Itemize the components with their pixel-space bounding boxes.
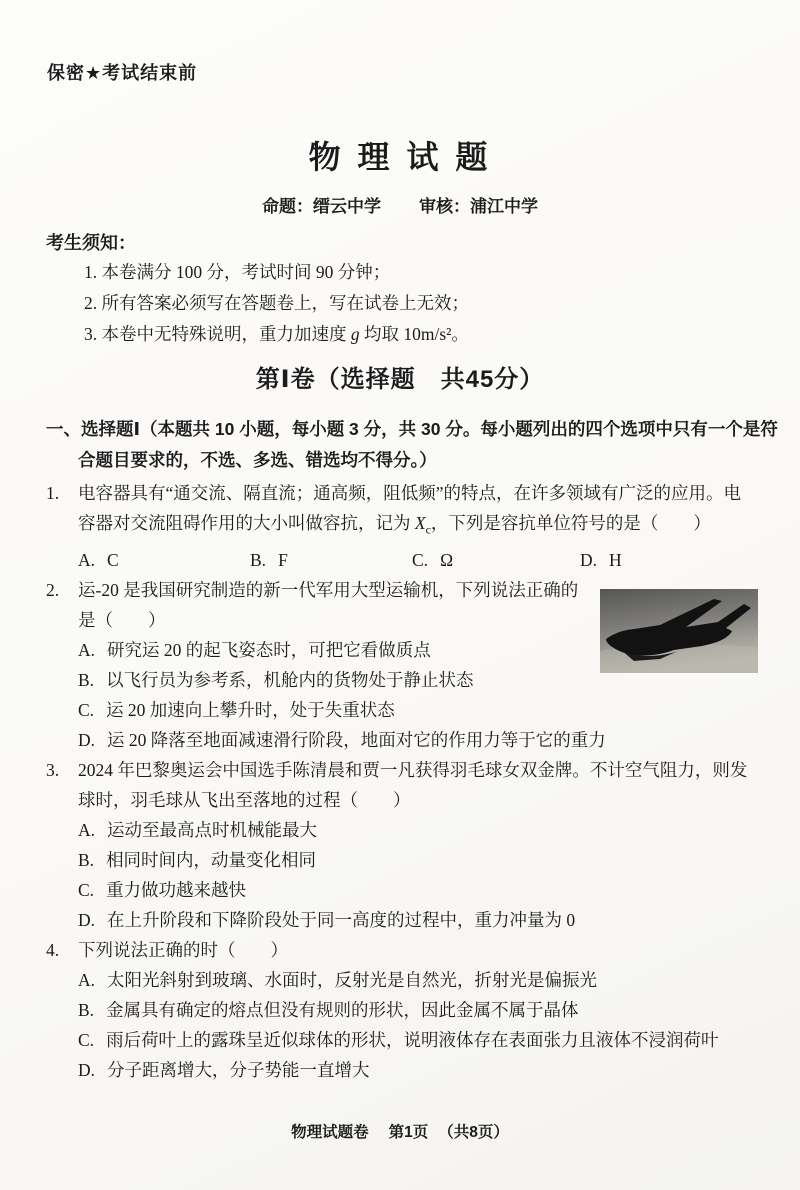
option-d: D. H [580,549,622,570]
question-1-stem: 1. 电容器具有“通交流、隔直流；通高频，阻低频”的特点，在许多领域有广泛的应用。电容器对交流阻碍作用的大小叫做容抗，记为 $X_c$，下列是容抗单位符号的是（ ） [46,478,758,545]
y20-aircraft-image [600,589,758,673]
question-list [46,478,758,1085]
footer-page-number: 第1页 [388,1124,429,1141]
option-b: B. F [250,549,288,570]
option-a: A. 太阳光斜射到玻璃、水面时，反射光是自然光，折射光是偏振光 [78,969,598,990]
option-a: A. 运动至最高点时机械能最大 [78,819,318,840]
option-c: C. Ω [412,549,454,570]
notice-heading: 考生须知： [46,233,136,253]
footer-doc-name: 物理试题卷 [291,1124,369,1141]
byline [0,192,800,217]
option-b: B. 以飞行员为参考系，机舱内的货物处于静止状态 [78,669,474,690]
option-c: C. 运 20 加速向上攀升时，处于失重状态 [78,699,395,720]
footer-page-total: （共8页） [438,1124,509,1141]
option-c: C. 重力做功越来越快 [78,879,247,900]
notice-item-3: 3. 本卷中无特殊说明，重力加速度 g 均取 10m/s²。 [84,324,469,344]
notice-item-2: 2. 所有答案必须写在答题卷上，写在试卷上无效； [84,293,469,313]
question-3 [46,755,758,935]
question-number: 3. [46,759,60,780]
option-d: D. 分子距离增大，分子势能一直增大 [78,1059,370,1080]
page-title: 物 理 试 题 [308,139,492,175]
option-c: C. 雨后荷叶上的露珠呈近似球体的形状，说明液体存在表面张力且液体不浸润荷叶 [78,1029,719,1050]
exam-reviewer: 审核：浦江中学 [419,197,538,216]
question-3-stem: 3. 2024 年巴黎奥运会中国选手陈清晨和贾一凡获得羽毛球女双金牌。不计空气阻力，则发球时，羽毛球从飞出至落地的过程（ ） [46,755,758,815]
question-number: 4. [46,939,60,960]
notice-list [84,257,734,350]
part-1-heading: 一、选择题Ⅰ（本题共 10 小题，每小题 3 分，共 30 分。每小题列出的四个选项中只有一个是符合题目要求的，不选、多选、错选均不得分。） [46,419,778,470]
question-1 [46,478,758,575]
question-4-stem: 4. 下列说法正确的时（ ） [46,935,758,965]
question-2-stem: 2. 运-20 是我国研究制造的新一代军用大型运输机，下列说法正确的是（ ） [46,575,758,635]
option-d: D. 在上升阶段和下降阶段处于同一高度的过程中，重力冲量为 0 [78,909,576,930]
question-4-options [46,965,758,1085]
page-footer [0,1120,800,1142]
option-a: A. C [78,549,119,570]
capacitive-reactance-symbol: X [414,513,426,533]
question-1-options [46,545,758,575]
exam-setter: 命题：缙云中学 [262,197,381,216]
question-2 [46,575,758,755]
question-4 [46,935,758,1085]
question-number: 2. [46,579,60,600]
option-b: B. 相同时间内，动量变化相同 [78,849,317,870]
option-a: A. 研究运 20 的起飞姿态时，可把它看做质点 [78,639,431,660]
option-d: D. 运 20 降落至地面减速滑行阶段，地面对它的作用力等于它的重力 [78,729,606,750]
question-number: 1. [46,483,60,503]
security-notice: 保密★考试结束前 [47,63,198,83]
notice-item-1: 1. 本卷满分 100 分，考试时间 90 分钟； [84,262,391,282]
option-b: B. 金属具有确定的熔点但没有规则的形状，因此金属不属于晶体 [78,999,579,1020]
question-3-options [46,815,758,935]
section-1-title: 第Ⅰ卷（选择题 共45分） [255,366,545,393]
